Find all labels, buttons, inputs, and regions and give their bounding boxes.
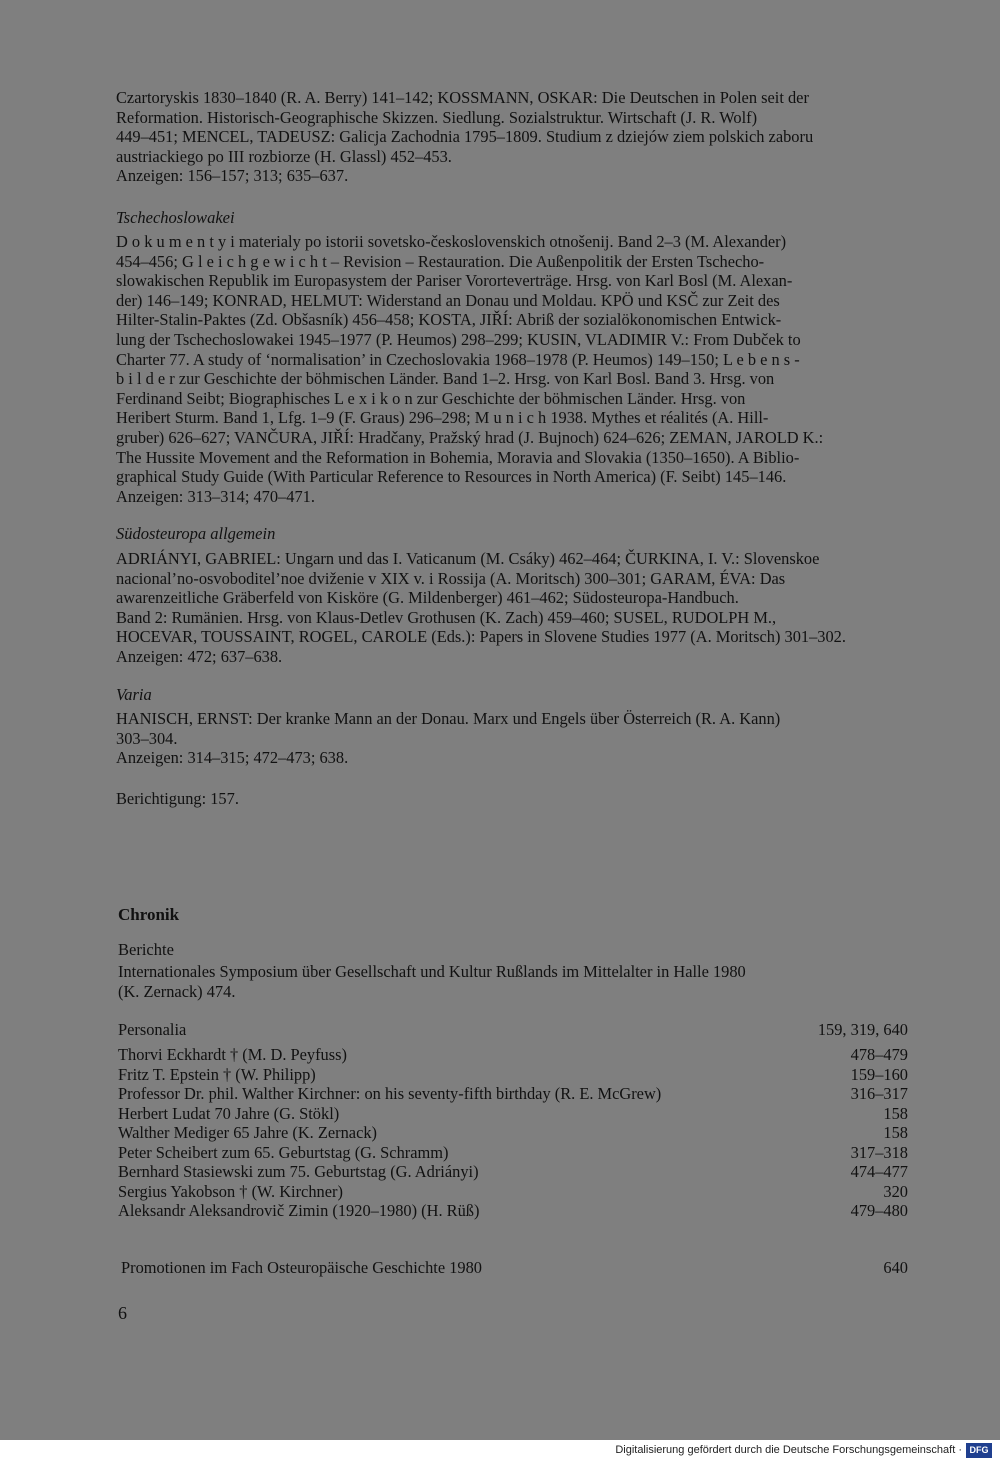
text-line: Czartoryskis 1830–1840 (R. A. Berry) 141–142; KOSSMANN, OSKAR: Die Deutschen in Polen seit der: [116, 88, 809, 107]
table-row: [118, 1182, 908, 1202]
personalia-pages: 159, 319, 640: [817, 1020, 908, 1039]
promotionen-pages: 640: [883, 1258, 908, 1277]
suedosteuropa-anzeigen: Anzeigen: 472; 637–638.: [116, 646, 283, 666]
text-line: Reformation. Historisch-Geographische Skizzen. Siedlung. Sozialstruktur. Wirtschaft (J. R. Wolf): [116, 107, 758, 127]
tschechoslowakei-anzeigen: Anzeigen: 313–314; 470–471.: [116, 486, 315, 506]
text-line: HOCEVAR, TOUSSAINT, ROGEL, CAROLE (Eds.): Papers in Slovene Studies 1977 (A. Moritsch) 301–302.: [116, 627, 846, 647]
promotionen-name: Promotionen im Fach Osteuropäische Geschichte 1980: [121, 1258, 482, 1277]
suedosteuropa-paragraph: [116, 549, 908, 647]
text-line: Heribert Sturm. Band 1, Lfg. 1–9 (F. Graus) 296–298; M u n i c h 1938. Mythes et réalités (A. Hill-: [116, 408, 769, 428]
text-line: HANISCH, ERNST: Der kranke Mann an der Donau. Marx und Engels über Österreich (R. A. Kann): [116, 709, 781, 728]
entry-pages: 479–480: [850, 1201, 908, 1220]
section-heading-varia: Varia: [116, 685, 152, 704]
berichte-paragraph: [118, 962, 908, 1001]
text-line: Internationales Symposium über Gesellschaft und Kultur Rußlands im Mittelalter in Halle 1980: [118, 962, 746, 981]
entry-name: Peter Scheibert zum 65. Geburtstag (G. Schramm): [118, 1142, 449, 1162]
intro-anzeigen: Anzeigen: 156–157; 313; 635–637.: [116, 166, 349, 186]
suedosteuropa-block: [116, 549, 908, 667]
entry-pages: 159–160: [850, 1064, 908, 1084]
entry-pages: 158: [883, 1123, 908, 1142]
entry-name: Aleksandr Aleksandrovič Zimin (1920–1980) (H. Rüß): [118, 1201, 480, 1220]
text-line: awarenzeitliche Gräberfeld von Kisköre (G. Mildenberger) 461–462; Südosteuropa-Handbuch.: [116, 588, 739, 608]
table-row: [118, 1104, 908, 1124]
entry-pages: 474–477: [850, 1162, 908, 1181]
entry-pages: 317–318: [850, 1142, 908, 1162]
entry-name: Sergius Yakobson † (W. Kirchner): [118, 1181, 343, 1201]
text-line: Ferdinand Seibt; Biographisches L e x i k o n zur Geschichte der böhmischen Länder. Hrsg. von: [116, 388, 746, 408]
text-line: der) 146–149; KONRAD, HELMUT: Widerstand an Donau und Moldau. KPÖ und KSČ zur Zeit des: [116, 290, 780, 310]
text-line: b i l d e r zur Geschichte der böhmischen Länder. Band 1–2. Hrsg. von Karl Bosl. Band 3. Hrsg. von: [116, 369, 775, 389]
berichtigung-block: [116, 789, 908, 809]
table-row: [118, 1143, 908, 1163]
berichte-block: [118, 962, 908, 1001]
entry-name: Bernhard Stasiewski zum 75. Geburtstag (G. Adriányi): [118, 1162, 479, 1181]
varia-paragraph: [116, 709, 908, 748]
text-line: lung der Tschechoslowakei 1945–1977 (P. Heumos) 298–299; KUSIN, VLADIMIR V.: From Dubček to: [116, 329, 801, 349]
section-heading-chronik: Chronik: [118, 905, 180, 924]
intro-paragraph: [116, 88, 908, 166]
text-line: The Hussite Movement and the Reformation in Bohemia, Moravia and Slovakia (1350–1650). A Biblio-: [116, 447, 800, 467]
personalia-header-row: [118, 1020, 908, 1040]
entry-pages: 478–479: [850, 1045, 908, 1064]
promotionen-row: [118, 1258, 908, 1278]
tschechoslowakei-block: [116, 232, 908, 506]
entry-name: Fritz T. Epstein † (W. Philipp): [118, 1064, 316, 1084]
entry-name: Thorvi Eckhardt † (M. D. Peyfuss): [118, 1045, 347, 1064]
varia-block: [116, 709, 908, 768]
text-line: austriackiego po III rozbiorze (H. Glassl) 452–453.: [116, 146, 452, 166]
text-line: gruber) 626–627; VANČURA, JIŘÍ: Hradčany, Pražský hrad (J. Bujnoch) 624–626; ZEMAN, JAROLD K.:: [116, 427, 824, 447]
entry-pages: 320: [883, 1181, 908, 1201]
berichte-label: Berichte: [118, 940, 174, 959]
entry-pages: 158: [883, 1103, 908, 1123]
table-row: [118, 1123, 908, 1143]
entry-name: Herbert Ludat 70 Jahre (G. Stökl): [118, 1103, 340, 1123]
text-line: Band 2: Rumänien. Hrsg. von Klaus-Detlev Grothusen (K. Zach) 459–460; SUSEL, RUDOLPH M.,: [116, 607, 777, 627]
berichtigung: Berichtigung: 157.: [116, 789, 239, 808]
varia-anzeigen: Anzeigen: 314–315; 472–473; 638.: [116, 748, 349, 768]
personalia-label: Personalia: [118, 1020, 187, 1039]
entry-pages: 316–317: [850, 1084, 908, 1103]
text-line: slowakischen Republik im Europasystem der Pariser Vororteverträge. Hrsg. von Karl Bosl (M. Alexan-: [116, 271, 793, 291]
text-line: D o k u m e n t y i materialy po istorii sovetsko-československich otnošenij. Band 2–3 (M. Alexander): [116, 232, 787, 251]
dfg-logo: DFG: [966, 1443, 992, 1458]
entry-name: Walther Mediger 65 Jahre (K. Zernack): [118, 1123, 377, 1142]
footer-credit: Digitalisierung gefördert durch die Deutsche Forschungsgemeinschaft ·: [615, 1444, 962, 1456]
table-row: [118, 1045, 908, 1065]
text-line: 454–456; G l e i c h g e w i c h t – Revision – Restauration. Die Außenpolitik der Ersten Tschecho-: [116, 251, 765, 271]
page-number: 6: [118, 1303, 127, 1323]
intro-block: [116, 88, 908, 186]
text-line: graphical Study Guide (With Particular Reference to Resources in North America) (F. Seibt) 145–146.: [116, 467, 787, 487]
section-heading-suedosteuropa: Südosteuropa allgemein: [116, 524, 276, 543]
section-heading-tschechoslowakei: Tschechoslowakei: [116, 208, 235, 227]
text-line: nacional’no-osvoboditel’noe dviženie v XIX v. i Rossija (A. Moritsch) 300–301; GARAM, ÉVA: Das: [116, 568, 786, 588]
text-line: Charter 77. A study of ‘normalisation’ in Czechoslovakia 1968–1978 (P. Heumos) 149–150; L e b e n s -: [116, 349, 800, 369]
text-line: (K. Zernack) 474.: [118, 981, 236, 1001]
table-row: [118, 1162, 908, 1182]
tschechoslowakei-paragraph: [116, 232, 908, 487]
text-line: ADRIÁNYI, GABRIEL: Ungarn und das I. Vaticanum (M. Csáky) 462–464; ČURKINA, I. V.: Slovenskoe: [116, 549, 820, 568]
entry-name: Professor Dr. phil. Walther Kirchner: on his seventy-fifth birthday (R. E. McGrew): [118, 1084, 662, 1103]
text-line: 449–451; MENCEL, TADEUSZ: Galicja Zachodnia 1795–1809. Studium z dziejów ziem polskich zaboru: [116, 127, 814, 147]
table-row: [118, 1084, 908, 1104]
table-row: [118, 1201, 908, 1221]
text-line: Hilter-Stalin-Paktes (Zd. Obšasník) 456–458; KOSTA, JIŘÍ: Abriß der sozialökonomischen Entwick-: [116, 310, 782, 330]
table-row: [118, 1065, 908, 1085]
text-line: 303–304.: [116, 728, 178, 748]
